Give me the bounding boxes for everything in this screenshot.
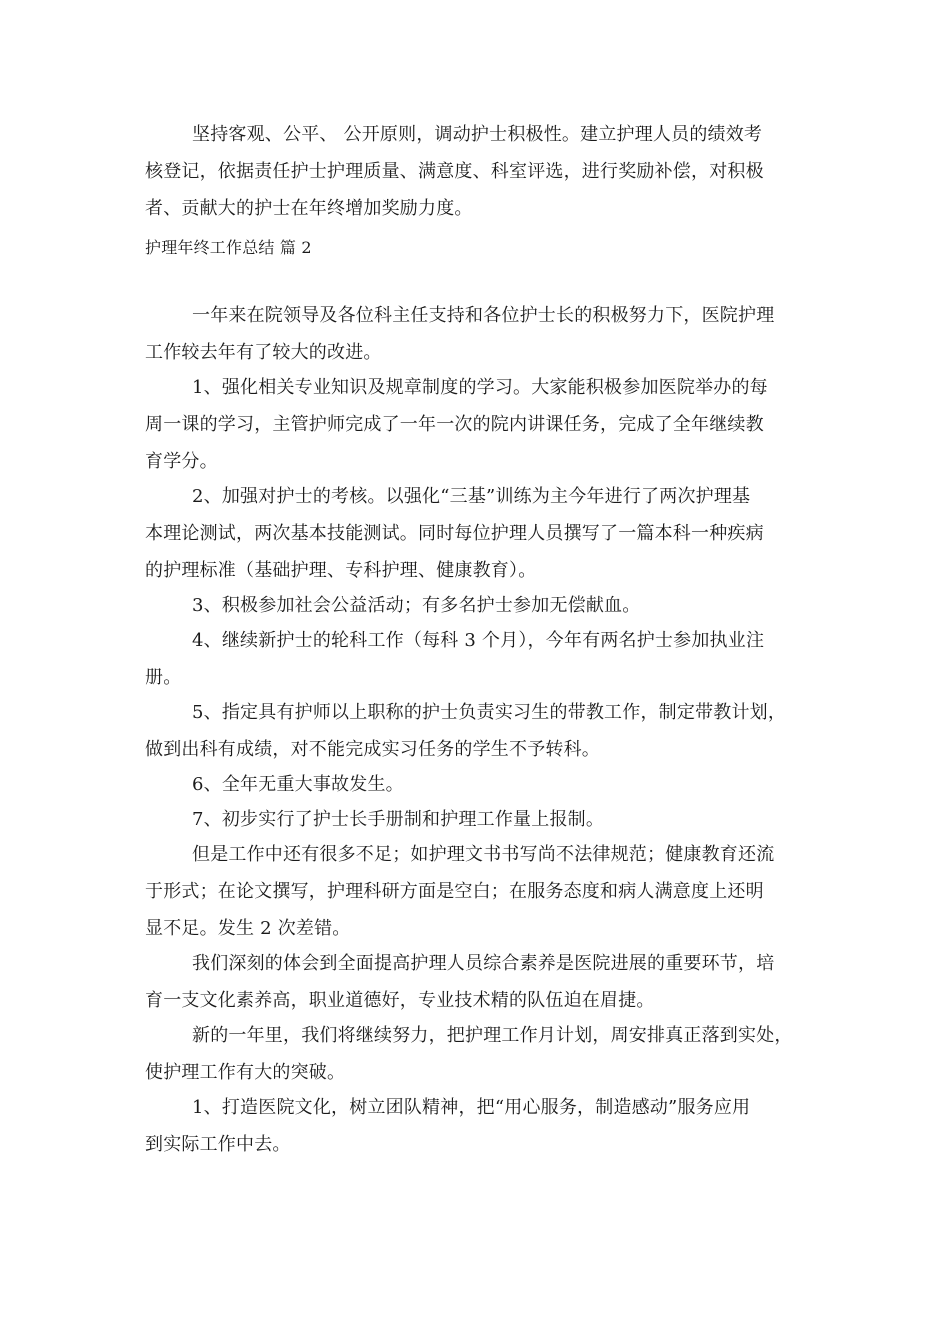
list-item-line: 到实际工作中去。 (145, 1134, 291, 1155)
list-item-line: 2、加强对护士的考核。以强化“三基”训练为主今年进行了两次护理基 (192, 486, 751, 507)
list-item-line: 做到出科有成绩，对不能完成实习任务的学生不予转科。 (145, 739, 600, 760)
list-item-line: 育学分。 (145, 451, 218, 472)
text-line: 核登记，依据责任护士护理质量、满意度、科室评选，进行奖励补偿，对积极 (145, 161, 764, 182)
text-line: 但是工作中还有很多不足；如护理文书书写尚不法律规范；健康教育还流 (192, 844, 775, 865)
list-item-line: 3、积极参加社会公益活动；有多名护士参加无偿献血。 (192, 595, 641, 616)
text-line: 育一支文化素养高，职业道德好，专业技术精的队伍迫在眉捷。 (145, 990, 655, 1011)
section-heading: 护理年终工作总结 篇 2 (145, 238, 312, 257)
text-line: 于形式；在论文撰写，护理科研方面是空白；在服务态度和病人满意度上还明 (145, 881, 764, 902)
list-item-line: 5、指定具有护师以上职称的护士负责实习生的带教工作，制定带教计划， (192, 702, 787, 723)
list-item-line: 周一课的学习，主管护师完成了一年一次的院内讲课任务，完成了全年继续教 (145, 414, 764, 435)
text-line: 使护理工作有大的突破。 (145, 1062, 346, 1083)
list-item-line: 册。 (145, 667, 182, 688)
list-item-line: 4、继续新护士的轮科工作（每科 3 个月），今年有两名护士参加执业注 (192, 630, 765, 651)
text-line: 坚持客观、公平、 公开原则，调动护士积极性。建立护理人员的绩效考 (192, 124, 763, 145)
list-item-line: 1、打造医院文化，树立团队精神，把“用心服务，制造感动”服务应用 (192, 1097, 751, 1118)
list-item-line: 本理论测试，两次基本技能测试。同时每位护理人员撰写了一篇本科一种疾病 (145, 523, 764, 544)
text-line: 我们深刻的体会到全面提高护理人员综合素养是医院进展的重要环节，培 (192, 953, 775, 974)
text-line: 显不足。发生 2 次差错。 (145, 918, 351, 939)
list-item-line: 7、初步实行了护士长手册制和护理工作量上报制。 (192, 809, 605, 830)
list-item-line: 的护理标准（基础护理、专科护理、健康教育）。 (145, 560, 537, 581)
text-line: 一年来在院领导及各位科主任支持和各位护士长的积极努力下，医院护理 (192, 305, 775, 326)
text-line: 者、贡献大的护士在年终增加奖励力度。 (145, 198, 473, 219)
text-line: 新的一年里，我们将继续努力，把护理工作月计划，周安排真正落到实处， (192, 1025, 793, 1046)
list-item-line: 6、全年无重大事故发生。 (192, 774, 404, 795)
text-line: 工作较去年有了较大的改进。 (145, 342, 382, 363)
list-item-line: 1、强化相关专业知识及规章制度的学习。大家能积极参加医院举办的每 (192, 377, 768, 398)
